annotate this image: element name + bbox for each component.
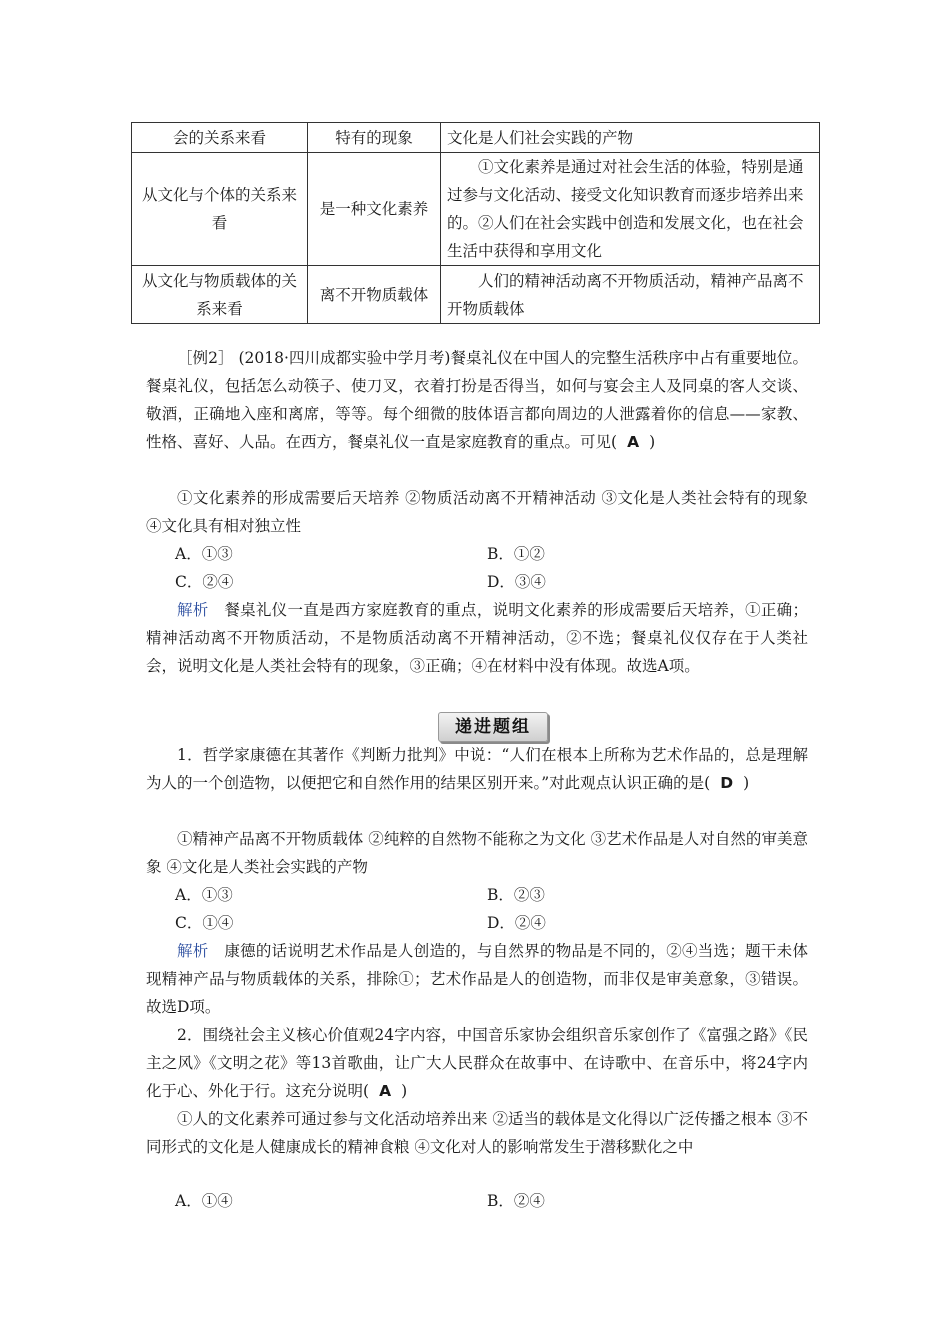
answer-letter: D: [720, 774, 734, 792]
option-a: A．①③: [175, 545, 233, 563]
question-text-end: ): [649, 433, 656, 451]
example-2-statements: [146, 484, 808, 540]
question-text-end: ): [743, 774, 750, 792]
option-b: B．②③: [487, 886, 545, 904]
table-cell: 离不开物质载体: [308, 266, 441, 324]
question-text-end: ): [401, 1082, 408, 1100]
answer-letter: A: [379, 1082, 392, 1100]
analysis-label: 解析: [177, 942, 209, 960]
table-cell: 从文化与个体的关系来看: [132, 153, 308, 266]
table-cell: 是一种文化素养: [308, 153, 441, 266]
question-1-stem: [146, 741, 808, 797]
option-a: A．①③: [175, 886, 233, 904]
question-text: 2．围绕社会主义核心价值观24字内容，中国音乐家协会组织音乐家创作了《富强之路》《民主之风》《文明之花》等13首歌曲，让广大人民群众在故事中、在诗歌中、在音乐中，将24字内化于心、外化于行。这充分说明(: [146, 1026, 808, 1100]
analysis-label: 解析: [177, 601, 209, 619]
option-b: B．②④: [487, 1192, 545, 1210]
section-title-badge: 递进题组: [438, 712, 548, 742]
table-cell: ①文化素养是通过对社会生活的体验，特别是通过参与文化活动、接受文化知识教育而逐步培养出来的。②人们在社会实践中创造和发展文化，也在社会生活中获得和享用文化: [441, 153, 820, 266]
table-cell: 文化是人们社会实践的产物: [441, 123, 820, 153]
option-c: C．②④: [175, 573, 234, 591]
table-cell: 特有的现象: [308, 123, 441, 153]
table-row: [132, 266, 820, 324]
culture-table: [131, 122, 820, 324]
option-c: C．①④: [175, 914, 234, 932]
statements-text: ①人的文化素养可通过参与文化活动培养出来 ②适当的载体是文化得以广泛传播之根本 ③不同形式的文化是人健康成长的精神食粮 ④文化对人的影响常发生于潜移默化之中: [146, 1110, 808, 1156]
table-cell: 从文化与物质载体的关系来看: [132, 266, 308, 324]
question-1-statements: [146, 825, 808, 881]
question-2-statements: [146, 1105, 808, 1161]
question-1-analysis: [146, 937, 808, 1021]
statements-text: ①文化素养的形成需要后天培养 ②物质活动离不开精神活动 ③文化是人类社会特有的现象 ④文化具有相对独立性: [146, 489, 808, 535]
option-d: D．③④: [487, 573, 546, 591]
analysis-text: 餐桌礼仪一直是西方家庭教育的重点，说明文化素养的形成需要后天培养，①正确；精神活动离不开物质活动，不是物质活动离不开精神活动，②不选；餐桌礼仪仅存在于人类社会，说明文化是人类社会特有的现象，③正确；④在材料中没有体现。故选A项。: [146, 601, 808, 675]
option-a: A．①④: [175, 1192, 233, 1210]
question-text: ［例2］ (2018·四川成都实验中学月考)餐桌礼仪在中国人的完整生活秩序中占有重要地位。餐桌礼仪，包括怎么动筷子、使刀叉，衣着打扮是否得当，如何与宴会主人及同桌的客人交谈、敬酒，正确地入座和离席，等等。每个细微的肢体语言都向周边的人泄露着你的信息——家教、性格、喜好、人品。在西方，餐桌礼仪一直是家庭教育的重点。可见(: [146, 349, 808, 451]
option-b: B．①②: [487, 545, 545, 563]
table-cell: 人们的精神活动离不开物质活动，精神产品离不开物质载体: [441, 266, 820, 324]
table-cell: 会的关系来看: [132, 123, 308, 153]
question-2-stem: [146, 1021, 808, 1105]
answer-letter: A: [627, 433, 640, 451]
table-row: [132, 153, 820, 266]
analysis-text: 康德的话说明艺术作品是人创造的，与自然界的物品是不同的，②④当选；题干未体现精神产品与物质载体的关系，排除①；艺术作品是人的创造物，而非仅是审美意象，③错误。故选D项。: [146, 942, 808, 1016]
statements-text: ①精神产品离不开物质载体 ②纯粹的自然物不能称之为文化 ③艺术作品是人对自然的审美意象 ④文化是人类社会实践的产物: [146, 830, 808, 876]
example-2-analysis: [146, 596, 808, 680]
table-row: [132, 123, 820, 153]
option-d: D．②④: [487, 914, 546, 932]
example-2-stem: [146, 344, 808, 456]
question-text: 1．哲学家康德在其著作《判断力批判》中说：“人们在根本上所称为艺术作品的，总是理解为人的一个创造物，以便把它和自然作用的结果区别开来。”对此观点认识正确的是(: [146, 746, 808, 792]
